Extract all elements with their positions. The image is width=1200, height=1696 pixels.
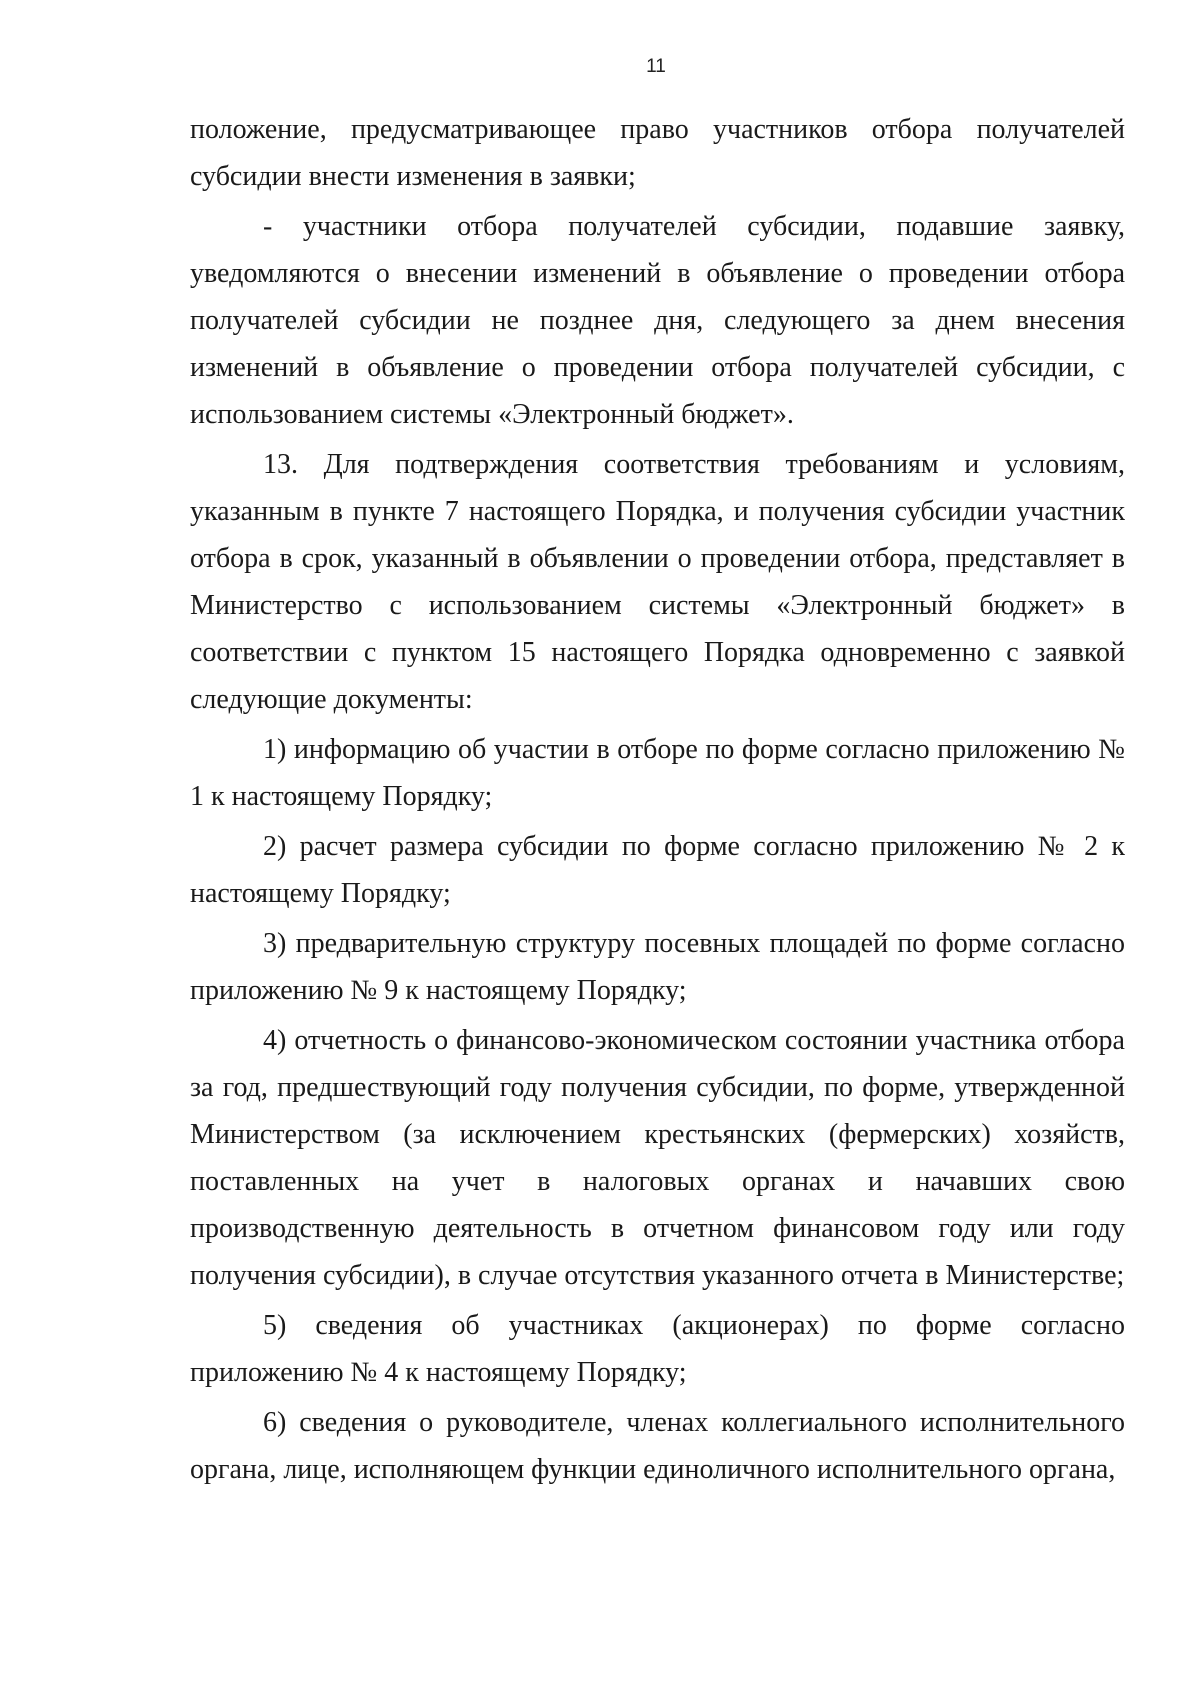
list-item-4: 4) отчетность о финансово-экономическом состоянии участника отбора за год, предшествующий году получения субсидии, по форме, утвержденной Министерством (за исключением крестьянских (фермерских) хозяйств, поставленных на учет в налоговых органах и начавших свою производственную деятельность в отчетном финансовом году или году получения субсидии), в случае отсутствия указанного отчета в Министерстве;	[190, 1025, 1125, 1291]
page-number: 11	[646, 56, 666, 77]
list-item-3: 3) предварительную структуру посевных площадей по форме согласно приложению № 9 к настоящему Порядку;	[190, 928, 1125, 1006]
list-item-6: 6) сведения о руководителе, членах коллегиального исполнительного органа, лице, исполняющем функции единоличного исполнительного органа,	[190, 1407, 1125, 1485]
paragraph-continuation: положение, предусматривающее право участников отбора получателей субсидии внести изменения в заявки;	[190, 114, 1125, 192]
list-item-2: 2) расчет размера субсидии по форме согласно приложению № 2 к настоящему Порядку;	[190, 831, 1125, 909]
paragraph-item-13: 13. Для подтверждения соответствия требованиям и условиям, указанным в пункте 7 настоящего Порядка, и получения субсидии участник отбора в срок, указанный в объявлении о проведении отбора, представляет в Министерство с использованием системы «Электронный бюджет» в соответствии с пунктом 15 настоящего Порядка одновременно с заявкой следующие документы:	[190, 449, 1125, 715]
list-item-1: 1) информацию об участии в отборе по форме согласно приложению № 1 к настоящему Порядку;	[190, 734, 1125, 812]
paragraph-notification: - участники отбора получателей субсидии, подавшие заявку, уведомляются о внесении изменений в объявление о проведении отбора получателей субсидии не позднее дня, следующего за днем внесения изменений в объявление о проведении отбора получателей субсидии, с использованием системы «Электронный бюджет».	[190, 211, 1125, 430]
document-body	[190, 106, 1125, 1496]
list-item-5: 5) сведения об участниках (акционерах) по форме согласно приложению № 4 к настоящему Порядку;	[190, 1310, 1125, 1388]
